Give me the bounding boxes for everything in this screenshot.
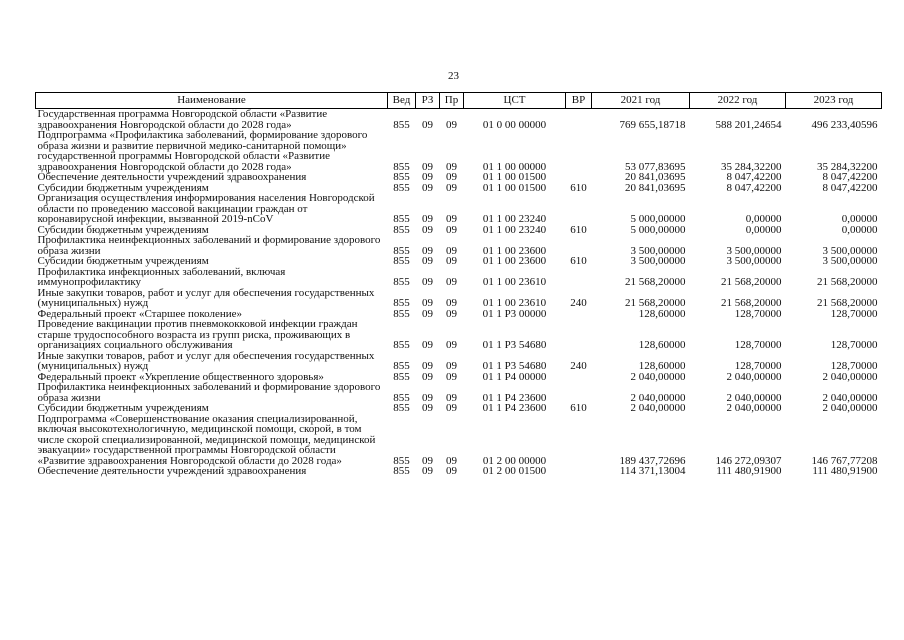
row-ved: 855 xyxy=(393,213,410,225)
row-name: Профилактика неинфекционных заболеваний и формирование здорового образа жизни xyxy=(37,381,381,404)
row-value-2023: 0,00000 xyxy=(841,223,878,236)
row-value-2022: 111 480,91900 xyxy=(716,465,782,477)
row-cst: 01 1 00 23240 xyxy=(482,213,547,225)
row-name: Проведение вакцинации против пневмококковой инфекции граждан старше трудоспособного возраста из групп риска, проживающих в организациях социального обслуживания xyxy=(37,318,358,351)
row-cst: 01 1 P4 00000 xyxy=(482,370,547,383)
row-name: Федеральный проект «Старшее поколение» xyxy=(37,307,243,320)
row-value-2023: 128,70000 xyxy=(830,307,878,320)
row-cst: 01 2 00 00000 xyxy=(482,454,547,467)
row-value-2023: 21 568,20000 xyxy=(817,297,878,309)
row-cst: 01 1 00 00000 xyxy=(482,160,547,173)
row-vr xyxy=(566,172,592,183)
row-rz: 09 xyxy=(422,171,433,183)
table-row xyxy=(36,466,882,477)
header-2023: 2023 год xyxy=(786,93,882,109)
table-row xyxy=(36,414,882,467)
row-rz: 09 xyxy=(422,276,433,288)
row-value-2021: 53 077,83695 xyxy=(625,160,686,173)
row-ved: 855 xyxy=(393,276,410,288)
row-rz: 09 xyxy=(422,465,433,477)
row-value-2023: 35 284,32200 xyxy=(817,160,878,173)
row-value-2021: 128,60000 xyxy=(638,360,686,372)
row-name: Обеспечение деятельности учреждений здравоохранения xyxy=(37,465,307,477)
row-pr: 09 xyxy=(446,370,457,383)
row-vr xyxy=(566,130,592,172)
row-pr: 09 xyxy=(446,402,457,414)
row-rz: 09 xyxy=(422,454,433,467)
row-vr xyxy=(566,193,592,225)
row-rz: 09 xyxy=(422,370,433,383)
row-rz: 09 xyxy=(422,339,433,351)
row-value-2023: 2 040,00000 xyxy=(822,402,878,414)
row-ved: 855 xyxy=(393,171,410,183)
table-row xyxy=(36,193,882,225)
row-vr: 240 xyxy=(570,297,587,309)
header-2022: 2022 год xyxy=(690,93,786,109)
row-value-2021: 2 040,00000 xyxy=(630,370,686,383)
row-cst: 01 1 00 23610 xyxy=(482,276,547,288)
row-vr xyxy=(566,372,592,383)
row-rz: 09 xyxy=(422,255,433,267)
row-pr: 09 xyxy=(446,244,457,257)
header-cst: ЦСТ xyxy=(464,93,566,109)
row-value-2021: 769 655,18718 xyxy=(619,118,686,131)
row-pr: 09 xyxy=(446,160,457,173)
row-rz: 09 xyxy=(422,391,433,404)
row-cst: 01 1 00 23600 xyxy=(482,255,547,267)
table-row xyxy=(36,256,882,267)
page-number: 23 xyxy=(448,70,459,82)
row-value-2022: 8 047,42200 xyxy=(726,171,782,183)
row-vr: 240 xyxy=(570,360,587,372)
row-value-2022: 21 568,20000 xyxy=(721,276,782,288)
row-value-2023: 8 047,42200 xyxy=(822,181,878,194)
row-pr: 09 xyxy=(446,181,457,194)
table-row xyxy=(36,172,882,183)
row-value-2021: 2 040,00000 xyxy=(630,391,686,404)
row-rz: 09 xyxy=(422,223,433,236)
row-ved: 855 xyxy=(393,160,410,173)
row-name: Иные закупки товаров, работ и услуг для обеспечения государственных (муниципальных) нужд xyxy=(37,349,375,372)
row-vr xyxy=(566,414,592,467)
row-pr: 09 xyxy=(446,118,457,131)
row-cst: 01 1 00 01500 xyxy=(482,181,547,194)
row-ved: 855 xyxy=(393,402,410,414)
row-pr: 09 xyxy=(446,391,457,404)
row-ved: 855 xyxy=(393,465,410,477)
row-value-2023: 496 233,40596 xyxy=(811,118,878,131)
row-pr: 09 xyxy=(446,307,457,320)
row-vr xyxy=(566,109,592,131)
row-pr: 09 xyxy=(446,454,457,467)
table-row xyxy=(36,267,882,288)
row-vr: 610 xyxy=(570,181,587,194)
row-value-2021: 21 568,20000 xyxy=(625,297,686,309)
row-pr: 09 xyxy=(446,223,457,236)
row-value-2023: 3 500,00000 xyxy=(822,244,878,257)
row-value-2021: 128,60000 xyxy=(638,339,686,351)
row-value-2022: 0,00000 xyxy=(745,213,782,225)
row-vr: 610 xyxy=(570,402,587,414)
row-cst: 01 1 P4 23600 xyxy=(482,391,547,404)
row-value-2022: 8 047,42200 xyxy=(726,181,782,194)
row-value-2022: 588 201,24654 xyxy=(715,118,782,131)
row-vr xyxy=(566,382,592,403)
row-value-2022: 3 500,00000 xyxy=(726,255,782,267)
row-rz: 09 xyxy=(422,213,433,225)
row-value-2021: 21 568,20000 xyxy=(625,276,686,288)
row-name: Организация осуществления информирования населения Новгородской области по проведению массовой вакцинации граждан от коронавирусной инфекции, вызванной 2019-nCoV xyxy=(37,192,375,225)
row-pr: 09 xyxy=(446,276,457,288)
table-header-row xyxy=(36,93,882,109)
row-vr xyxy=(566,466,592,477)
row-ved: 855 xyxy=(393,223,410,236)
row-value-2023: 8 047,42200 xyxy=(822,171,878,183)
row-rz: 09 xyxy=(422,244,433,257)
row-ved: 855 xyxy=(393,181,410,194)
header-ved: Вед xyxy=(388,93,416,109)
row-value-2023: 146 767,77208 xyxy=(811,454,878,467)
row-rz: 09 xyxy=(422,307,433,320)
row-value-2022: 35 284,32200 xyxy=(721,160,782,173)
row-cst: 01 2 00 01500 xyxy=(482,465,547,477)
row-ved: 855 xyxy=(393,255,410,267)
row-cst: 01 1 P3 00000 xyxy=(482,307,547,320)
row-value-2022: 128,70000 xyxy=(734,339,782,351)
row-value-2023: 111 480,91900 xyxy=(812,465,878,477)
row-cst: 01 1 00 23610 xyxy=(482,297,547,309)
row-value-2021: 3 500,00000 xyxy=(630,244,686,257)
row-cst: 01 1 00 23240 xyxy=(482,223,547,236)
row-cst: 01 1 P3 54680 xyxy=(482,360,547,372)
row-vr xyxy=(566,267,592,288)
row-value-2022: 128,70000 xyxy=(734,307,782,320)
row-rz: 09 xyxy=(422,118,433,131)
row-ved: 855 xyxy=(393,118,410,131)
header-pr: Пр xyxy=(440,93,464,109)
row-ved: 855 xyxy=(393,244,410,257)
row-value-2022: 2 040,00000 xyxy=(726,402,782,414)
table-row xyxy=(36,351,882,372)
row-ved: 855 xyxy=(393,370,410,383)
header-name: Наименование xyxy=(36,93,388,109)
row-name: Иные закупки товаров, работ и услуг для обеспечения государственных (муниципальных) нужд xyxy=(37,286,375,309)
row-pr: 09 xyxy=(446,339,457,351)
row-cst: 01 1 00 01500 xyxy=(482,171,547,183)
row-value-2023: 21 568,20000 xyxy=(817,276,878,288)
row-value-2023: 2 040,00000 xyxy=(822,370,878,383)
row-name: Подпрограмма «Профилактика заболеваний, формирование здорового образа жизни и развитие первичной медико-санитарной помощи» государственной программы Новгородской области «Развитие здравоохранения Новгородской области до 2028 года» xyxy=(37,129,368,173)
row-pr: 09 xyxy=(446,255,457,267)
table-row xyxy=(36,403,882,414)
header-vr: ВР xyxy=(566,93,592,109)
budget-table xyxy=(35,92,882,477)
row-name: Субсидии бюджетным учреждениям xyxy=(37,223,209,236)
row-cst: 01 1 P3 54680 xyxy=(482,339,547,351)
row-name: Обеспечение деятельности учреждений здравоохранения xyxy=(37,171,307,183)
row-cst: 01 1 00 23600 xyxy=(482,244,547,257)
row-pr: 09 xyxy=(446,213,457,225)
row-name: Федеральный проект «Укрепление общественного здоровья» xyxy=(37,370,324,383)
row-value-2022: 128,70000 xyxy=(734,360,782,372)
row-rz: 09 xyxy=(422,402,433,414)
row-cst: 01 0 00 00000 xyxy=(482,118,547,131)
row-value-2021: 3 500,00000 xyxy=(630,255,686,267)
row-name: Государственная программа Новгородской области «Развитие здравоохранения Новгородской области до 2028 года» xyxy=(37,108,328,131)
row-ved: 855 xyxy=(393,454,410,467)
row-value-2021: 20 841,03695 xyxy=(625,181,686,194)
row-vr xyxy=(566,235,592,256)
header-2021: 2021 год xyxy=(592,93,690,109)
row-value-2021: 20 841,03695 xyxy=(625,171,686,183)
row-name: Профилактика неинфекционных заболеваний и формирование здорового образа жизни xyxy=(37,234,381,257)
row-value-2021: 114 371,13004 xyxy=(619,465,686,477)
row-name: Субсидии бюджетным учреждениям xyxy=(37,402,209,414)
table-row xyxy=(36,319,882,351)
table-row xyxy=(36,288,882,309)
row-value-2022: 3 500,00000 xyxy=(726,244,782,257)
row-value-2021: 5 000,00000 xyxy=(630,223,686,236)
row-value-2021: 5 000,00000 xyxy=(630,213,686,225)
row-value-2022: 0,00000 xyxy=(745,223,782,236)
row-rz: 09 xyxy=(422,297,433,309)
row-ved: 855 xyxy=(393,391,410,404)
row-vr: 610 xyxy=(570,223,587,236)
table-row xyxy=(36,382,882,403)
row-pr: 09 xyxy=(446,297,457,309)
row-rz: 09 xyxy=(422,181,433,194)
row-vr xyxy=(566,319,592,351)
row-value-2022: 21 568,20000 xyxy=(721,297,782,309)
row-vr xyxy=(566,309,592,320)
row-name: Субсидии бюджетным учреждениям xyxy=(37,255,209,267)
row-ved: 855 xyxy=(393,307,410,320)
row-value-2021: 2 040,00000 xyxy=(630,402,686,414)
row-pr: 09 xyxy=(446,465,457,477)
row-value-2023: 128,70000 xyxy=(830,360,878,372)
row-ved: 855 xyxy=(393,339,410,351)
row-rz: 09 xyxy=(422,160,433,173)
row-value-2022: 146 272,09307 xyxy=(715,454,782,467)
table-body xyxy=(36,109,882,477)
row-name: Профилактика инфекционных заболеваний, включая иммунопрофилактику xyxy=(37,265,286,288)
row-ved: 855 xyxy=(393,360,410,372)
table-row xyxy=(36,235,882,256)
row-value-2023: 2 040,00000 xyxy=(822,391,878,404)
row-value-2021: 189 437,72696 xyxy=(619,454,686,467)
row-name: Субсидии бюджетным учреждениям xyxy=(37,181,209,194)
row-name: Подпрограмма «Совершенствование оказания специализированной, включая высокотехнологичную, медицинской помощи, скорой, в том числе скорой специализированной, медицинской помощи, медицинской эвакуации» государственной программы Новгородской области «Развитие здравоохранения Новгородской области до 2028 года» xyxy=(37,412,376,467)
row-cst: 01 1 P4 23600 xyxy=(482,402,547,414)
row-pr: 09 xyxy=(446,171,457,183)
row-value-2023: 0,00000 xyxy=(841,213,878,225)
row-vr: 610 xyxy=(570,255,587,267)
row-value-2023: 3 500,00000 xyxy=(822,255,878,267)
row-value-2023: 128,70000 xyxy=(830,339,878,351)
table-row xyxy=(36,109,882,131)
header-rz: РЗ xyxy=(416,93,440,109)
row-pr: 09 xyxy=(446,360,457,372)
row-rz: 09 xyxy=(422,360,433,372)
row-value-2022: 2 040,00000 xyxy=(726,391,782,404)
row-ved: 855 xyxy=(393,297,410,309)
row-value-2021: 128,60000 xyxy=(638,307,686,320)
table-row xyxy=(36,130,882,172)
row-value-2022: 2 040,00000 xyxy=(726,370,782,383)
